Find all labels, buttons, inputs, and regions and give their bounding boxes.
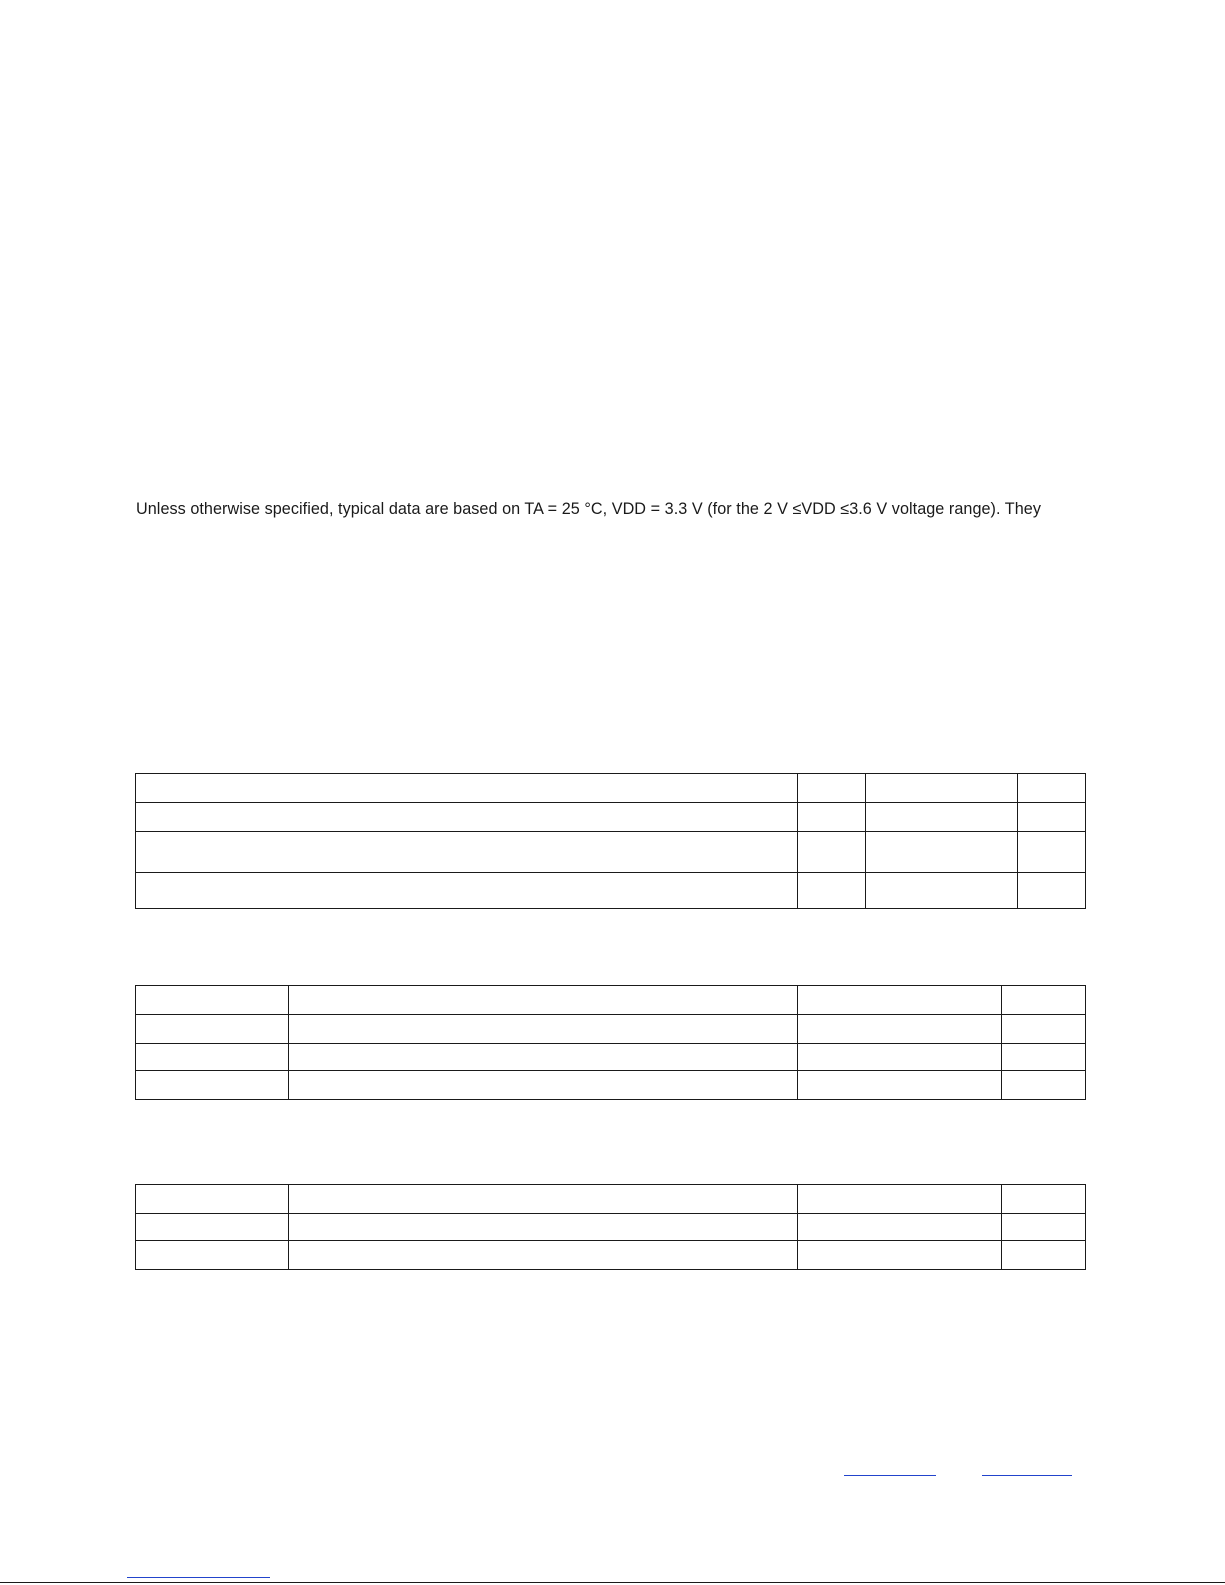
table-row	[136, 1044, 1086, 1071]
table-cell	[136, 1241, 289, 1270]
reference-link-underline[interactable]	[982, 1475, 1072, 1476]
table-cell	[289, 1214, 798, 1241]
table-row	[136, 1015, 1086, 1044]
reference-link-underline[interactable]	[844, 1475, 936, 1476]
table-cell	[1002, 1241, 1086, 1270]
table-row	[136, 1214, 1086, 1241]
table-cell	[289, 1044, 798, 1071]
table-cell	[798, 774, 866, 803]
table-cell	[1002, 1071, 1086, 1100]
table-cell	[1002, 986, 1086, 1015]
table-row	[136, 803, 1086, 832]
table-cell	[289, 1241, 798, 1270]
table-cell	[798, 1214, 1002, 1241]
table-cell	[1002, 1214, 1086, 1241]
table-cell	[866, 803, 1018, 832]
table-cell	[136, 832, 798, 873]
table-cell	[136, 1044, 289, 1071]
table-cell	[866, 774, 1018, 803]
table-cell	[798, 986, 1002, 1015]
table-row	[136, 986, 1086, 1015]
table-cell	[1002, 1044, 1086, 1071]
table-row	[136, 1241, 1086, 1270]
table-cell	[289, 1185, 798, 1214]
footer-link-underline[interactable]	[127, 1577, 270, 1578]
table-cell	[1018, 774, 1086, 803]
table-cell	[136, 803, 798, 832]
table-row	[136, 774, 1086, 803]
table-cell	[798, 1015, 1002, 1044]
footer-divider	[0, 1582, 1225, 1583]
table-cell	[136, 873, 798, 909]
table-cell	[866, 873, 1018, 909]
table-row	[136, 832, 1086, 873]
table-cell	[1002, 1185, 1086, 1214]
table-cell	[289, 986, 798, 1015]
conditions-table	[135, 773, 1086, 909]
parameters-table	[135, 985, 1086, 1100]
table-cell	[136, 1214, 289, 1241]
table-cell	[1018, 873, 1086, 909]
table-cell	[798, 1241, 1002, 1270]
table-cell	[136, 774, 798, 803]
table-cell	[798, 873, 866, 909]
table-cell	[798, 1185, 1002, 1214]
table-cell	[798, 1044, 1002, 1071]
table-cell	[1002, 1015, 1086, 1044]
table-cell	[136, 1015, 289, 1044]
table-cell	[1018, 832, 1086, 873]
table-cell	[798, 1071, 1002, 1100]
characteristics-table	[135, 1184, 1086, 1270]
table-cell	[136, 1071, 289, 1100]
table-cell	[136, 1185, 289, 1214]
typical-values-paragraph: Unless otherwise specified, typical data are based on TA = 25 °C, VDD = 3.3 V (for the 2 V ≤VDD ≤3.6 V voltage range). They	[136, 500, 1041, 518]
table-cell	[289, 1015, 798, 1044]
table-cell	[866, 832, 1018, 873]
table-cell	[798, 803, 866, 832]
table-row	[136, 873, 1086, 909]
table-cell	[289, 1071, 798, 1100]
table-cell	[136, 986, 289, 1015]
table-cell	[1018, 803, 1086, 832]
table-row	[136, 1071, 1086, 1100]
table-row	[136, 1185, 1086, 1214]
table-cell	[798, 832, 866, 873]
